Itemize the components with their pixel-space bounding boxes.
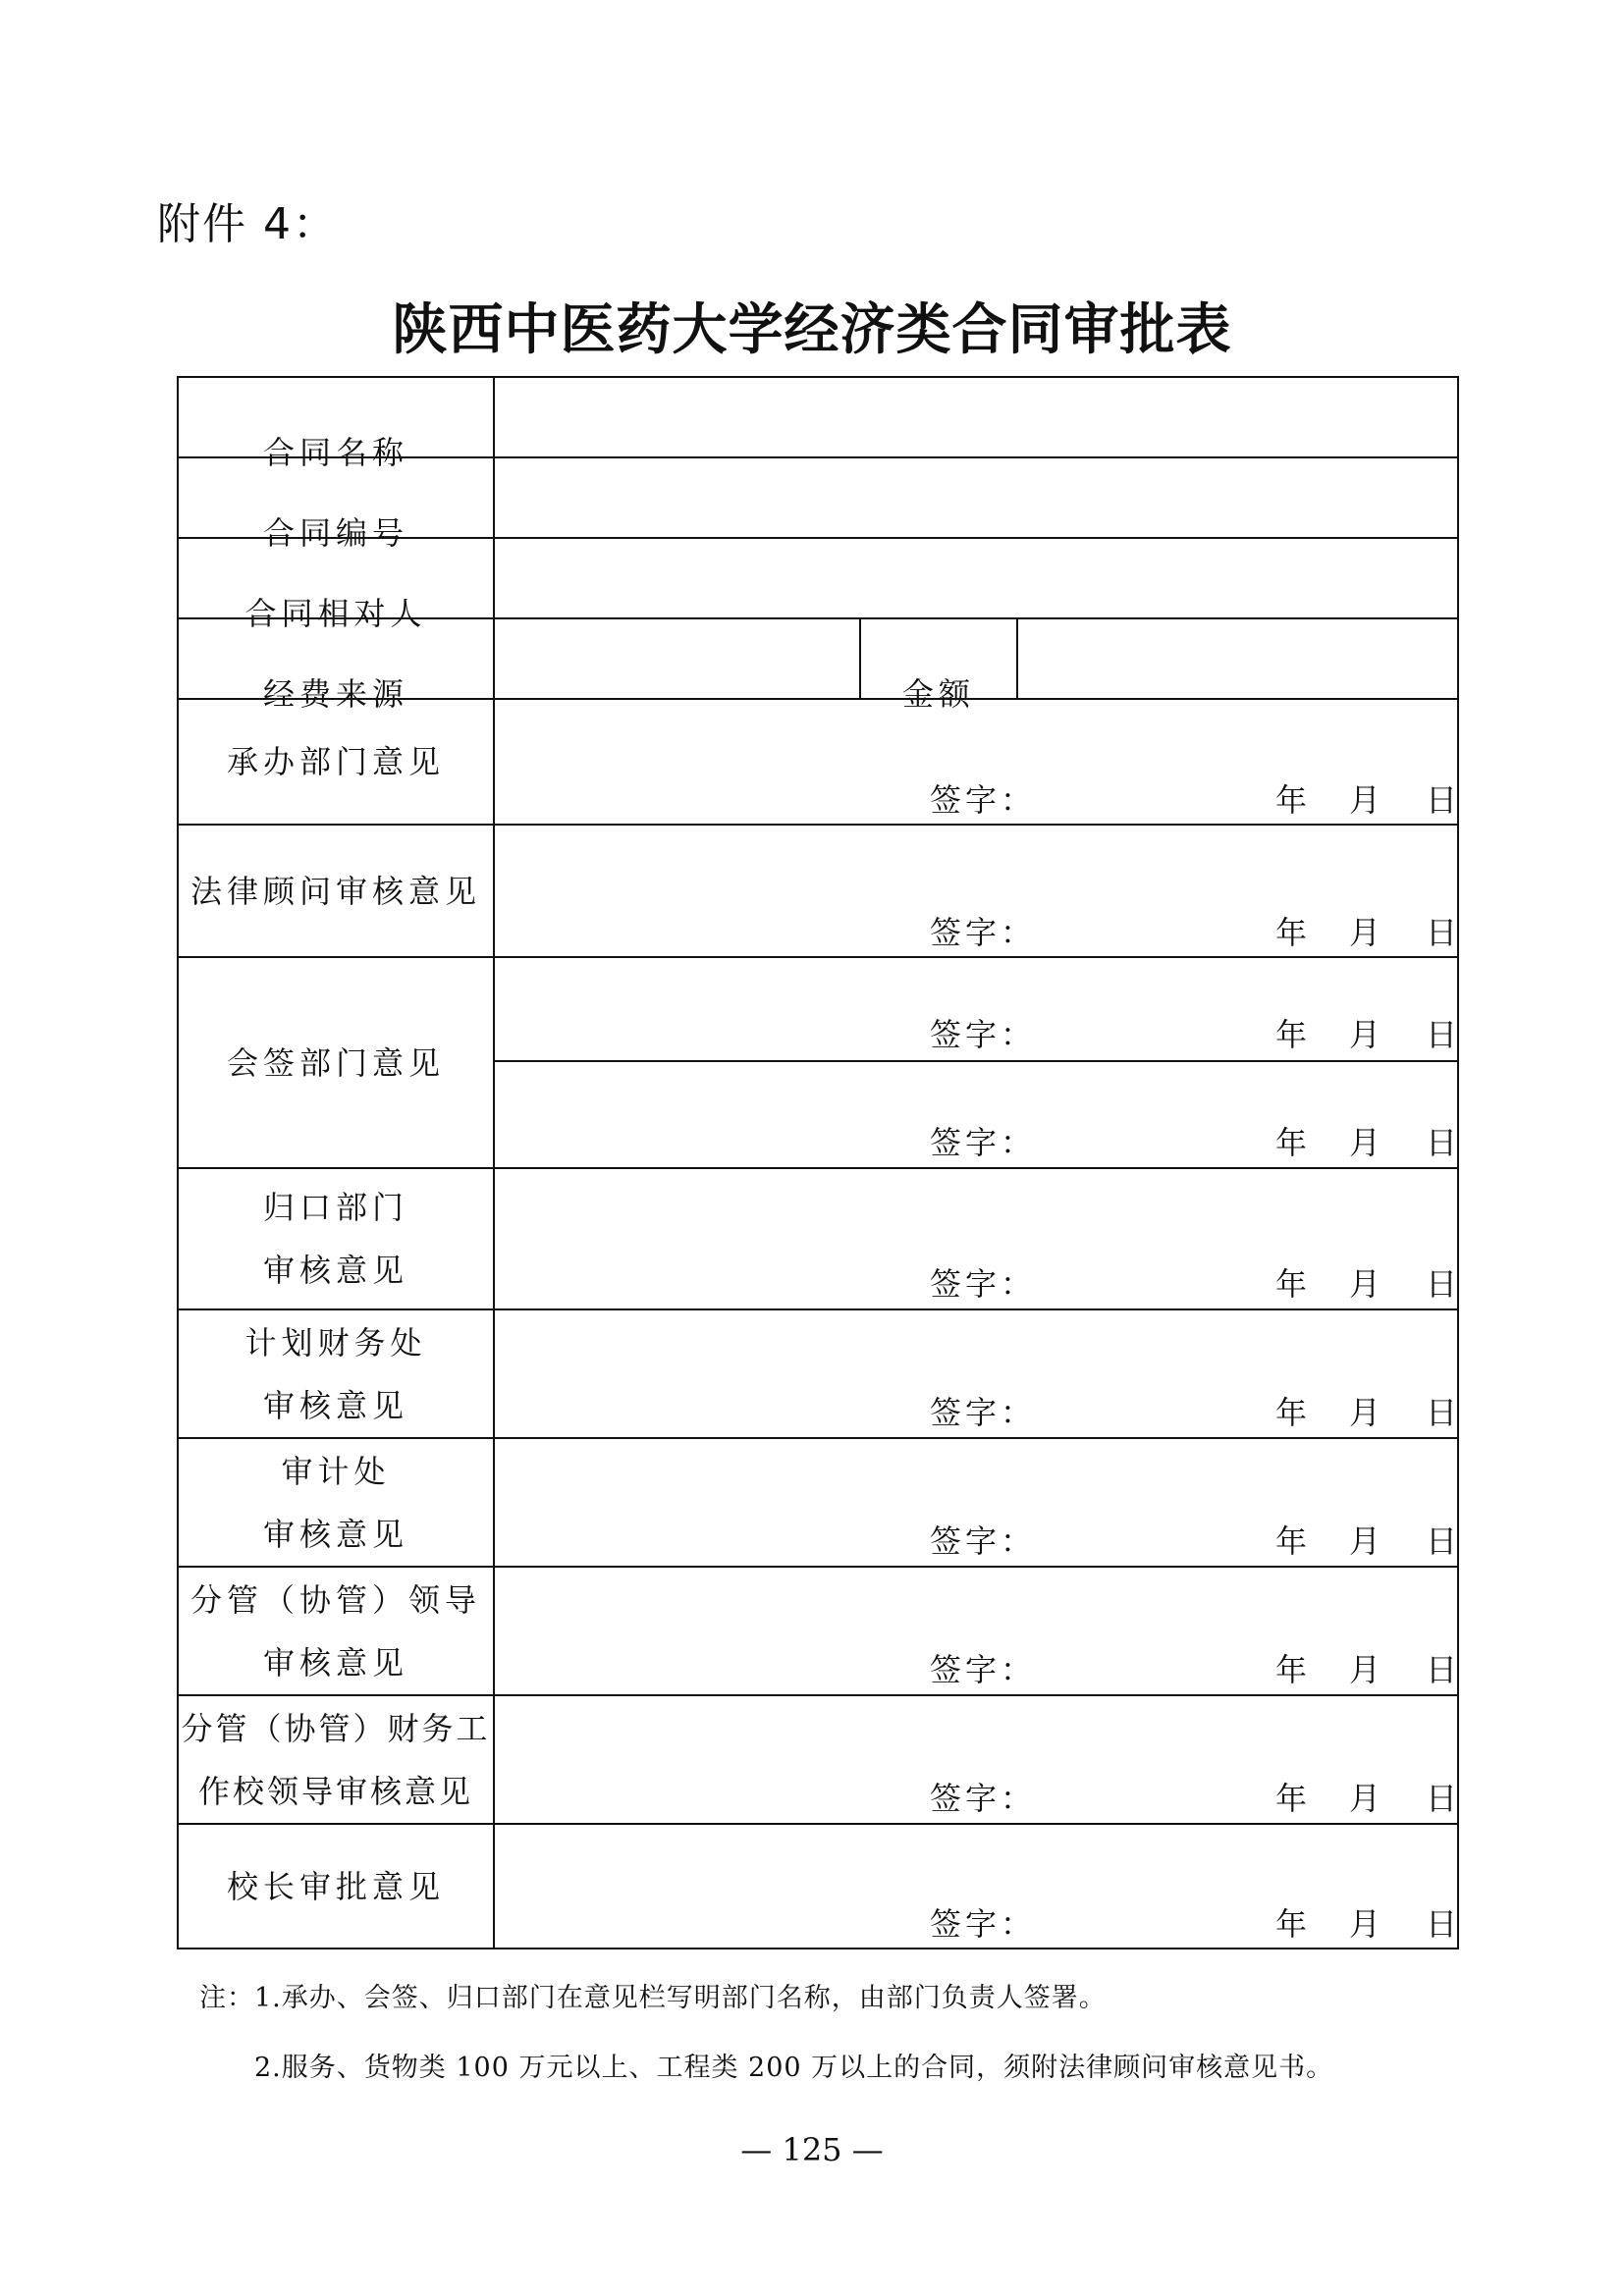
signature-line	[179, 1388, 1458, 1431]
contract-number-label	[179, 494, 493, 572]
competent-line1: 归口部门	[262, 1189, 408, 1226]
sign-label: 签字：	[930, 1265, 1037, 1303]
day-label: 日	[1426, 1394, 1458, 1431]
signature-line	[179, 1899, 1458, 1943]
signature-line	[179, 1774, 1458, 1817]
sign-label: 签字：	[930, 1522, 1037, 1560]
audit-line1: 审计处	[281, 1452, 391, 1490]
president-text: 校长审批意见	[226, 1867, 445, 1905]
day-label: 日	[1426, 1522, 1458, 1560]
year-label: 年	[1275, 1394, 1308, 1431]
day-label: 日	[1426, 1780, 1458, 1817]
sign-label: 签字：	[930, 1651, 1037, 1688]
contract-name-text: 合同名称	[262, 434, 408, 471]
contract-number-field[interactable]	[495, 458, 1457, 537]
month-label: 月	[1349, 1905, 1381, 1943]
audit-line2: 审核意见	[262, 1515, 408, 1553]
year-label: 年	[1275, 1780, 1308, 1817]
leader-line2: 审核意见	[262, 1643, 408, 1682]
month-label: 月	[1349, 1016, 1381, 1053]
sign-label: 签字：	[930, 1905, 1037, 1943]
sign-label: 签字：	[930, 781, 1037, 819]
year-label: 年	[1275, 1651, 1308, 1688]
signature-line	[179, 1118, 1458, 1161]
attachment-label: 附件 4：	[157, 199, 338, 249]
approval-form-table	[177, 376, 1459, 1949]
counterparty-label	[179, 574, 493, 653]
day-label: 日	[1426, 1016, 1458, 1053]
day-label: 日	[1426, 1905, 1458, 1943]
day-label: 日	[1426, 1265, 1458, 1303]
signature-line	[179, 1259, 1458, 1303]
fund-source-text: 经费来源	[262, 675, 408, 713]
month-label: 月	[1349, 781, 1381, 819]
note-2: 2.服务、货物类 100 万元以上、工程类 200 万以上的合同，须附法律顾问审核意见书。	[254, 2053, 1334, 2083]
sign-label: 签字：	[930, 914, 1037, 951]
competent-line2: 审核意见	[262, 1252, 408, 1289]
year-label: 年	[1275, 1265, 1308, 1303]
signature-line	[179, 775, 1458, 819]
undertaking-text: 承办部门意见	[226, 743, 445, 780]
year-label: 年	[1275, 1124, 1308, 1161]
amount-field[interactable]	[1018, 619, 1457, 698]
finleader-line1: 分管（协管）财务工	[181, 1709, 491, 1747]
contract-name-label	[179, 413, 493, 492]
day-label: 日	[1426, 1124, 1458, 1161]
month-label: 月	[1349, 1780, 1381, 1817]
legal-text: 法律顾问审核意见	[189, 872, 481, 910]
sign-label: 签字：	[930, 1124, 1037, 1161]
contract-number-text: 合同编号	[262, 514, 408, 552]
month-label: 月	[1349, 1522, 1381, 1560]
sign-label: 签字：	[930, 1394, 1037, 1431]
page-number: — 125 —	[740, 2131, 884, 2168]
sign-label: 签字：	[930, 1016, 1037, 1053]
month-label: 月	[1349, 914, 1381, 951]
month-label: 月	[1349, 1394, 1381, 1431]
finance-line1: 计划财务处	[244, 1323, 427, 1362]
day-label: 日	[1426, 1651, 1458, 1688]
signature-line	[179, 1645, 1458, 1688]
finance-line2: 审核意见	[262, 1386, 408, 1424]
signature-line	[179, 1010, 1458, 1053]
signature-line	[179, 908, 1458, 951]
amount-text: 金额	[901, 675, 975, 713]
page-title: 陕西中医药大学经济类合同审批表	[392, 297, 1232, 362]
year-label: 年	[1275, 1016, 1308, 1053]
year-label: 年	[1275, 781, 1308, 819]
signature-line	[179, 1517, 1458, 1560]
counterparty-text: 合同相对人	[244, 595, 427, 632]
day-label: 日	[1426, 781, 1458, 819]
sign-label: 签字：	[930, 1780, 1037, 1817]
month-label: 月	[1349, 1265, 1381, 1303]
month-label: 月	[1349, 1124, 1381, 1161]
year-label: 年	[1275, 1905, 1308, 1943]
year-label: 年	[1275, 1522, 1308, 1560]
contract-name-field[interactable]	[495, 378, 1457, 456]
day-label: 日	[1426, 914, 1458, 951]
note-1: 注：1.承办、会签、归口部门在意见栏写明部门名称，由部门负责人签署。	[199, 1983, 1107, 2013]
finleader-line2: 作校领导审核意见	[197, 1772, 473, 1810]
countersign-text: 会签部门意见	[226, 1043, 445, 1082]
leader-line1: 分管（协管）领导	[189, 1580, 481, 1619]
counterparty-field[interactable]	[495, 539, 1457, 617]
year-label: 年	[1275, 914, 1308, 951]
fund-source-field[interactable]	[495, 619, 859, 698]
month-label: 月	[1349, 1651, 1381, 1688]
